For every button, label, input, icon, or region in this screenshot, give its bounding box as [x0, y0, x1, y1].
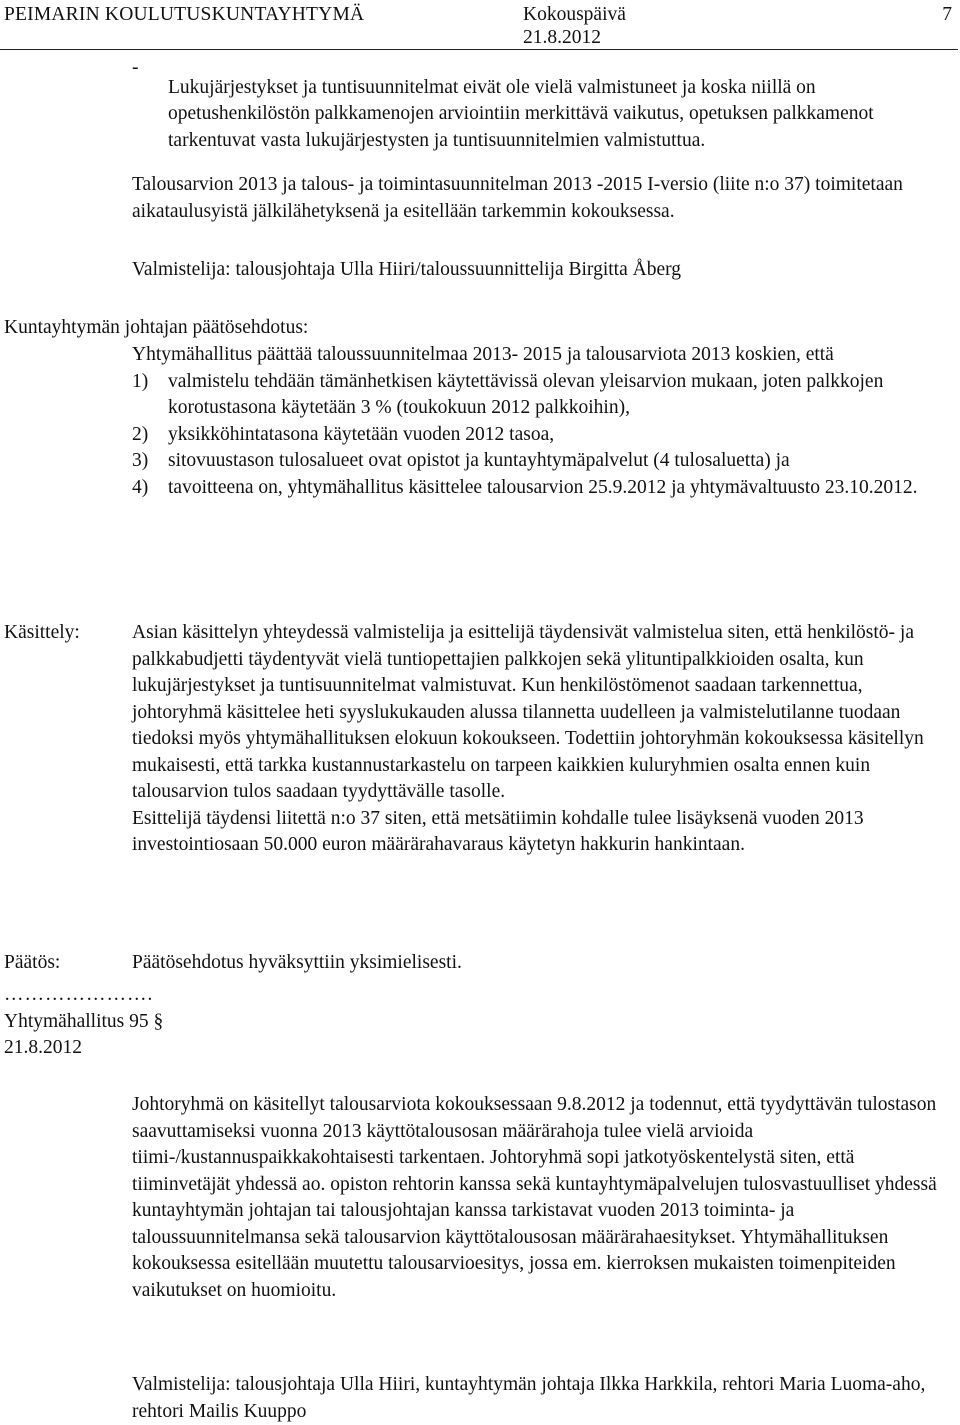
proposal-item-text: sitovuustason tulosalueet ovat opistot ja kuntayhtymäpalvelut (4 tulosaluetta) ja: [168, 450, 790, 471]
decision-block: [132, 950, 957, 977]
preparer-block-2: [132, 1372, 957, 1425]
proposal-item: [132, 422, 957, 449]
decision-text: Päätösehdotus hyväksyttiin yksimielisesti.: [132, 952, 462, 973]
proposal-item-text: tavoitteena on, yhtymähallitus käsittelee talousarvion 25.9.2012 ja yhtymävaltuusto 23.10.2012.: [168, 476, 918, 498]
proposal-item-text: valmistelu tehdään tämänhetkisen käytettävissä olevan yleisarvion mukaan, joten palkkojen korotustasona käytetään 3 % (toukokuun 2012 palkkoihin),: [168, 370, 884, 418]
management-block: [132, 1092, 957, 1304]
proposal-item-number: 1): [132, 370, 149, 392]
handling-paragraph-2: Esittelijä täydensi liitettä n:o 37 siten, että metsätiimin kohdalle tulee lisäyksenä vuoden 2013 investointiosaan 50.000 euron määrärahavaraus käytetyn hakkurin hankintaan.: [132, 807, 864, 855]
proposal-heading: Kuntayhtymän johtajan päätösehdotus:: [4, 317, 309, 338]
intro-list-item: [132, 55, 957, 174]
proposal-item-text: yksikköhintatasona käytetään vuoden 2012 tasoa,: [168, 423, 555, 445]
budget-paragraph-block: [132, 172, 957, 225]
preparer-line-2: Valmistelija: talousjohtaja Ulla Hiiri, kuntayhtymän johtaja Ilkka Harkkila, rehtori Maria Luoma-aho, rehtori Mailis Kuuppo: [132, 1374, 926, 1422]
section-title: Yhtymähallitus 95 §: [4, 1010, 164, 1032]
dash-bullet: -: [132, 57, 139, 78]
proposal-intro: Yhtymähallitus päättää taloussuunnitelmaa 2013- 2015 ja talousarviota 2013 koskien, että: [132, 344, 834, 365]
section-separator: [4, 982, 163, 1062]
management-paragraph: Johtoryhmä on käsitellyt talousarviota kokouksessaan 9.8.2012 ja todennut, että tyydyttävän tulostason saavuttamiseksi vuonna 2013 käyttötalousosan määrärahoja tulee vielä arvioida tiimi-/kustannuspaikkakohtaisesti tarkentaen. Johtoryhmä sopi jatkotyöskentelystä siten, että tiiminvetäjät yhdessä ao. opiston rehtorin kanssa sekä kuntayhtymäpalvelujen tulosvastuulliset yhdessä kuntayhtymän johtajan tai talousjohtajan kanssa tarkistavat vuoden 2013 toiminta- ja taloussuunnitelmansa sekä talousarvion käyttötalousosan määrärahaesitykset. Yhtymähallituksen kokouksessa esitellään muutettu talousarvioesitys, jossa em. kierroksen mukaisten toimenpiteiden vaikutukset on huomioitu.: [132, 1094, 937, 1301]
proposal-item: [132, 448, 957, 475]
handling-paragraph-1: Asian käsittelyn yhteydessä valmistelija ja esittelijä täydensivät valmistelua siten, että henkilöstö- ja palkkabudjetti täydentyvät vielä tuntiopettajien palkkojen sekä ylituntipalkkioiden osalta, kun lukujärjestykset ja tuntisuunnitelmat valmistuvat. Kun henkilöstömenot saadaan tarkennettua, johtoryhmä käsittelee heti syyslukukauden alussa tilannetta uudelleen ja valmistelutilanne tuodaan tiedoksi myös yhtymähallituksen elokuun kokoukseen. Todettiin johtoryhmän kokouksessa käsitellyn mukaisesti, että tarkka kustannustarkastelu on tarpeen kaikkien kuluryhmien osalta ennen kuin talousarvion tulos saadaan tyydyttävälle tasolle.: [132, 622, 924, 802]
separator-dots: ………………….: [4, 984, 154, 1005]
handling-block: [132, 620, 957, 859]
decision-label: Päätös:: [4, 952, 61, 973]
meeting-date: 21.8.2012: [523, 27, 601, 48]
handling-label: Käsittely:: [4, 622, 80, 643]
proposal-list: [132, 369, 957, 502]
preparer-line-1: Valmistelija: talousjohtaja Ulla Hiiri/taloussuunnittelija Birgitta Åberg: [132, 259, 681, 280]
proposal-item-number: 3): [132, 450, 149, 471]
page-header: [0, 0, 958, 50]
page-number: 7: [942, 4, 952, 25]
preparer-block-1: [132, 257, 957, 284]
organization-name: PEIMARIN KOULUTUSKUNTAYHTYMÄ: [4, 4, 365, 25]
intro-item-text: Lukujärjestykset ja tuntisuunnitelmat eivät ole vielä valmistuneet ja koska niillä on opetushenkilöstön palkkamenojen arviointiin merkittävä vaikutus, opetuksen palkkamenot tarkentuvat vasta lukujärjestysten ja tuntisuunnitelmien valmistuttua.: [168, 76, 874, 151]
proposal-block: [132, 342, 957, 501]
proposal-item-number: 4): [132, 476, 149, 498]
budget-paragraph: Talousarvion 2013 ja talous- ja toimintasuunnitelman 2013 -2015 I-versio (liite n:o 37) toimitetaan aikataulusyistä jälkilähetyksenä ja esitellään tarkemmin kokouksessa.: [132, 174, 903, 222]
proposal-item: [132, 369, 957, 422]
proposal-item: [132, 475, 957, 502]
proposal-item-number: 2): [132, 423, 149, 445]
meeting-date-label: Kokouspäivä: [523, 4, 626, 25]
section-date: 21.8.2012: [4, 1037, 82, 1058]
